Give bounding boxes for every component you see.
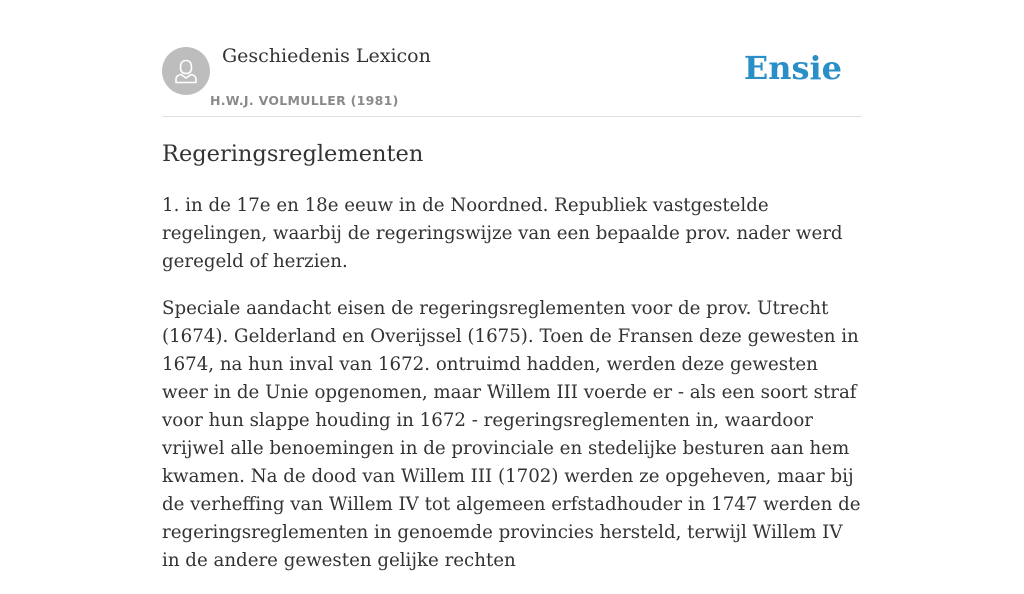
article-paragraph: Speciale aandacht eisen de regeringsreglementen voor de prov. Utrecht (1674). Gelderland en Overijssel (1675). Toen de Fransen deze gewesten in 1674, na hun inval van 1672. ontruimd hadden, werden deze gewesten weer in de Unie opgenomen, maar Willem III voerde er - als een soort straf voor hun slappe houding in 1672 - regeringsreglementen in, waardoor vrijwel alle benoemingen in de provinciale en stedelijke besturen aan hem kwamen. Na de dood van Willem III (1702) werden ze opgeheven, maar bij de verheffing van Willem IV tot algemeen erfstadhouder in 1747 werden de regeringsreglementen in genoemde provincies hersteld, terwijl Willem IV in de andere gewesten gelijke rechten — [162, 298, 861, 571]
lexicon-author[interactable]: H.W.J. VOLMULLER (1981) — [210, 93, 399, 108]
article-paragraph: 1. in de 17e en 18e eeuw in de Noordned. Republiek vastgestelde regelingen, waarbij de regeringswijze van een bepaalde prov. nader werd geregeld of herzien. — [162, 195, 843, 272]
author-avatar[interactable] — [162, 47, 210, 95]
page-container — [162, 0, 862, 571]
lexicon-header — [162, 0, 862, 117]
user-icon — [162, 47, 210, 95]
article-body — [162, 192, 862, 594]
article-title: Regeringsreglementen — [162, 141, 424, 167]
lexicon-title[interactable]: Geschiedenis Lexicon — [222, 45, 431, 67]
ensie-logo-link[interactable]: Ensie — [743, 49, 842, 87]
